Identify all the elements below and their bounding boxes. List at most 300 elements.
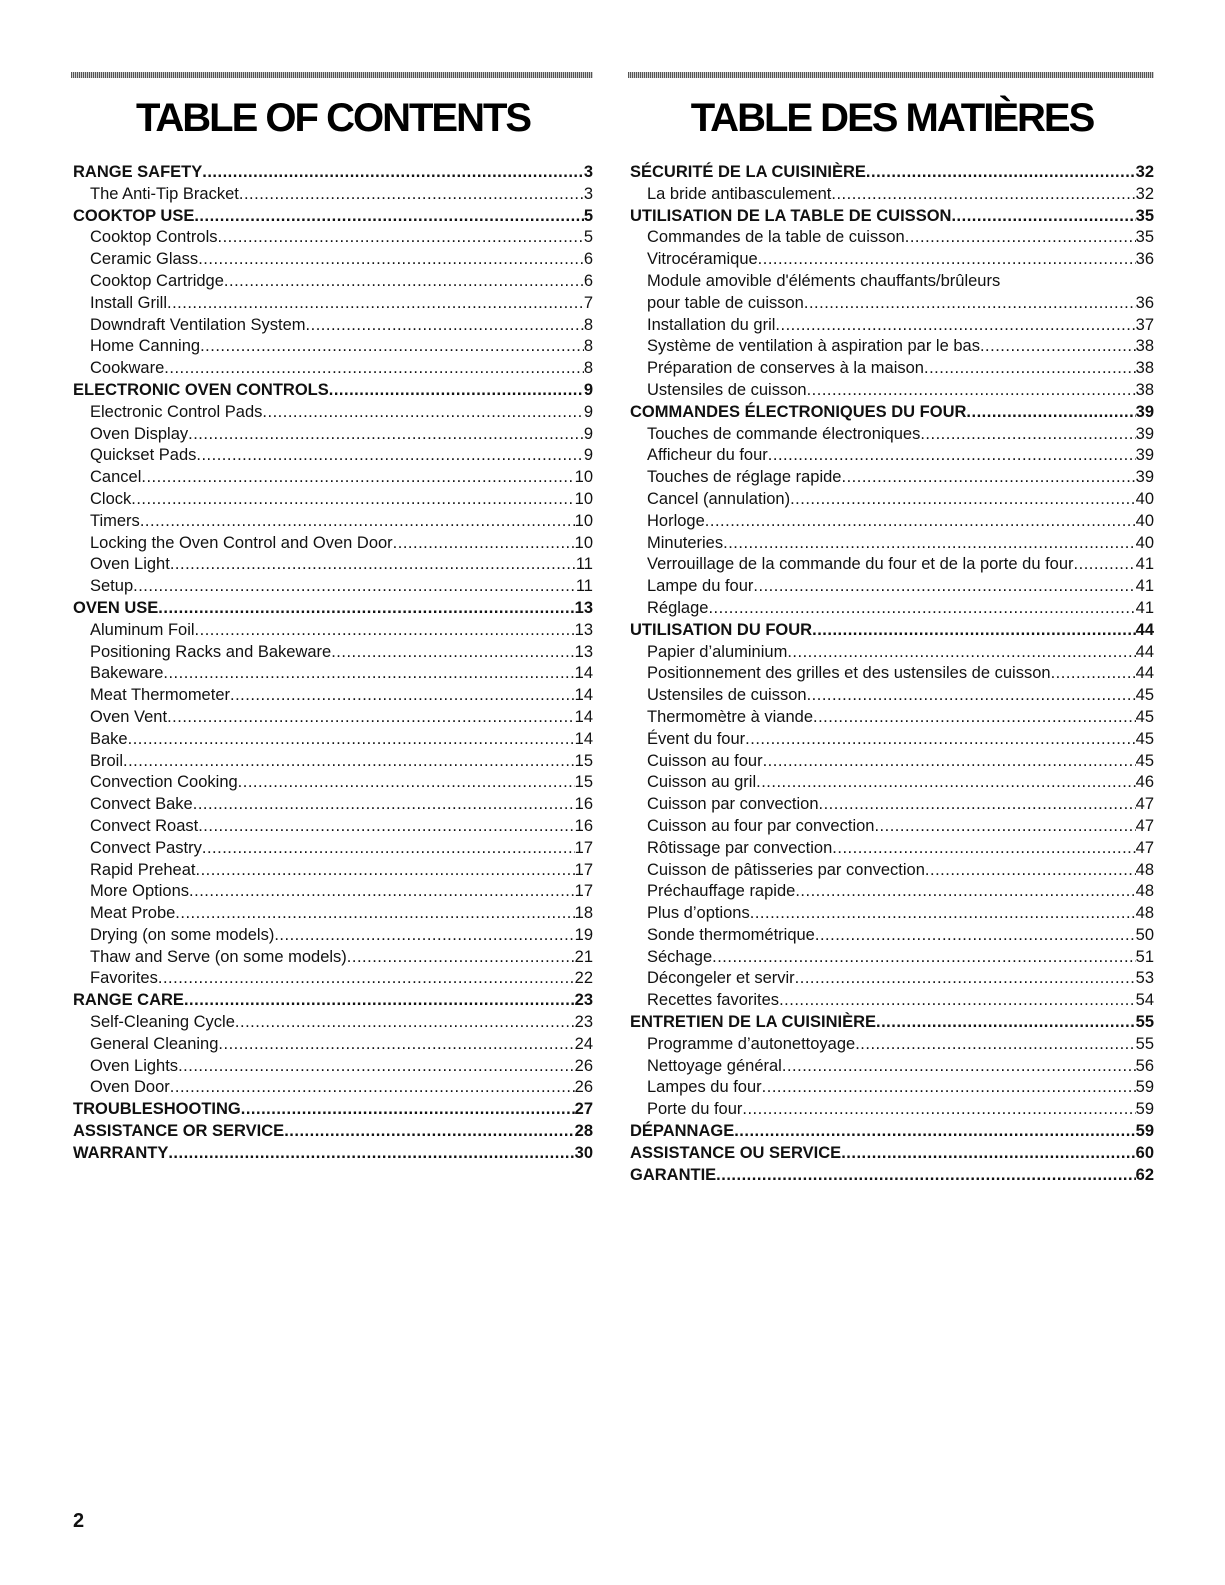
dot-leader bbox=[331, 642, 574, 664]
toc-page-number: 41 bbox=[1135, 555, 1154, 574]
dot-leader bbox=[274, 925, 574, 947]
toc-page-number: 11 bbox=[575, 577, 593, 596]
toc-entry-label: La bride antibasculement bbox=[647, 184, 832, 203]
toc-entry-label: Touches de commande électroniques bbox=[647, 424, 921, 443]
dot-leader bbox=[920, 424, 1135, 446]
dot-leader bbox=[841, 1143, 1135, 1165]
toc-entry bbox=[73, 358, 593, 380]
toc-entry bbox=[630, 990, 1154, 1012]
toc-entry bbox=[73, 663, 593, 685]
toc-entry-label: Décongeler et servir bbox=[647, 969, 795, 988]
dot-leader bbox=[158, 598, 574, 620]
toc-entry-label: Thaw and Serve (on some models) bbox=[90, 947, 347, 966]
toc-entry bbox=[630, 576, 1154, 598]
toc-section bbox=[73, 598, 593, 620]
toc-page-number: 30 bbox=[574, 1143, 593, 1162]
toc-entry bbox=[630, 642, 1154, 664]
toc-page-number: 38 bbox=[1135, 359, 1154, 378]
toc-entry bbox=[73, 227, 593, 249]
toc-entry bbox=[630, 947, 1154, 969]
dot-leader bbox=[189, 881, 575, 903]
toc-entry-label: Oven Lights bbox=[90, 1056, 179, 1075]
dot-leader bbox=[742, 1099, 1135, 1121]
toc-entry bbox=[73, 1056, 593, 1078]
dot-leader bbox=[170, 554, 576, 576]
toc-entry-label: Drying (on some models) bbox=[90, 925, 275, 944]
toc-page-number: 38 bbox=[1135, 380, 1154, 399]
dot-leader bbox=[925, 860, 1136, 882]
toc-entry-label: Préchauffage rapide bbox=[647, 882, 796, 901]
toc-entry bbox=[73, 729, 593, 751]
dot-leader bbox=[812, 620, 1136, 642]
toc-entry bbox=[73, 249, 593, 271]
toc-entry bbox=[630, 772, 1154, 794]
toc-page-number: 32 bbox=[1135, 184, 1154, 203]
dot-leader bbox=[762, 1077, 1136, 1099]
toc-page-number: 23 bbox=[574, 991, 593, 1010]
toc-page-number: 23 bbox=[574, 1013, 593, 1032]
dot-leader bbox=[224, 271, 584, 293]
toc-entry bbox=[630, 881, 1154, 903]
dot-leader bbox=[164, 358, 584, 380]
toc-entry-label: Cancel bbox=[90, 468, 142, 487]
toc-page-number: 32 bbox=[1135, 163, 1154, 181]
toc-page-number: 45 bbox=[1135, 707, 1154, 726]
toc-entry bbox=[73, 489, 593, 511]
toc-entry bbox=[630, 903, 1154, 925]
toc-page-number: 16 bbox=[574, 795, 593, 814]
toc-entry bbox=[630, 424, 1154, 446]
toc-entry bbox=[630, 533, 1154, 555]
dot-leader bbox=[393, 533, 575, 555]
dot-leader bbox=[705, 511, 1136, 533]
dot-leader bbox=[198, 249, 584, 271]
dot-leader bbox=[966, 402, 1135, 424]
toc-entry-label: DÉPANNAGE bbox=[630, 1122, 735, 1141]
dot-leader bbox=[196, 445, 583, 467]
toc-page-number: 14 bbox=[574, 729, 593, 748]
toc-section bbox=[630, 1143, 1154, 1165]
toc-entry-label: Verrouillage de la commande du four et de la porte du four bbox=[647, 555, 1074, 574]
dot-leader bbox=[262, 402, 583, 424]
toc-entry bbox=[630, 1056, 1154, 1078]
toc-entry-label: Minuteries bbox=[647, 533, 724, 552]
toc-entry-label: Nettoyage général bbox=[647, 1056, 782, 1075]
toc-entry bbox=[73, 772, 593, 794]
toc-entry-label: Rôtissage par convection bbox=[647, 838, 833, 857]
toc-page-number: 17 bbox=[574, 838, 593, 857]
toc-page-number: 59 bbox=[1135, 1100, 1154, 1119]
toc-entry-label: The Anti-Tip Bracket bbox=[90, 184, 239, 203]
dot-leader bbox=[819, 794, 1136, 816]
toc-page-number: 3 bbox=[583, 184, 593, 203]
toc-entry-label: SÉCURITÉ DE LA CUISINIÈRE bbox=[630, 163, 866, 181]
dot-leader bbox=[716, 1165, 1135, 1187]
toc-page-number: 17 bbox=[574, 882, 593, 901]
toc-page-number: 53 bbox=[1135, 969, 1154, 988]
dot-leader bbox=[723, 533, 1136, 555]
dot-leader bbox=[756, 772, 1136, 794]
toc-entry bbox=[73, 860, 593, 882]
dot-leader bbox=[708, 598, 1135, 620]
toc-list bbox=[73, 162, 593, 1165]
toc-section bbox=[73, 162, 593, 184]
toc-entry bbox=[73, 424, 593, 446]
toc-entry-label: GARANTIE bbox=[630, 1165, 717, 1184]
toc-entry-label: Thermomètre à viande bbox=[647, 707, 813, 726]
toc-entry-label: COMMANDES ÉLECTRONIQUES DU FOUR bbox=[630, 402, 967, 421]
toc-section bbox=[630, 206, 1154, 228]
dot-leader bbox=[855, 1034, 1135, 1056]
toc-entry-label: Rapid Preheat bbox=[90, 860, 196, 879]
toc-page-number: 9 bbox=[583, 446, 593, 465]
toc-section bbox=[630, 1121, 1154, 1143]
toc-entry-label: Cuisson au four par convection bbox=[647, 816, 875, 835]
toc-entry bbox=[630, 489, 1154, 511]
dot-leader bbox=[168, 1143, 574, 1165]
toc-entry bbox=[630, 860, 1154, 882]
toc-entry-label: Broil bbox=[90, 751, 124, 770]
toc-entry-label: Porte du four bbox=[647, 1100, 743, 1119]
toc-entry-label: Aluminum Foil bbox=[90, 620, 195, 639]
dot-leader bbox=[167, 293, 584, 315]
toc-entry-label: Setup bbox=[90, 577, 134, 596]
toc-entry bbox=[73, 445, 593, 467]
toc-page-number: 44 bbox=[1135, 642, 1154, 661]
toc-entry bbox=[73, 336, 593, 358]
toc-entry bbox=[630, 925, 1154, 947]
toc-page-number: 11 bbox=[575, 555, 593, 574]
dot-leader bbox=[141, 467, 574, 489]
toc-entry-label: UTILISATION DU FOUR bbox=[630, 620, 813, 639]
dot-leader bbox=[804, 293, 1136, 315]
dot-leader bbox=[184, 990, 575, 1012]
toc-page-number: 9 bbox=[583, 380, 593, 399]
toc-entry bbox=[73, 903, 593, 925]
dot-leader bbox=[734, 1121, 1135, 1143]
toc-entry-label: Convection Cooking bbox=[90, 773, 238, 792]
toc-entry-label: Cuisson par convection bbox=[647, 795, 819, 814]
toc-entry-label: Ustensiles de cuisson bbox=[647, 380, 807, 399]
dot-leader bbox=[202, 162, 584, 184]
dot-leader bbox=[1051, 663, 1136, 685]
toc-page-number: 13 bbox=[574, 620, 593, 639]
toc-entry-label: Locking the Oven Control and Oven Door bbox=[90, 533, 393, 552]
toc-page-number: 13 bbox=[574, 598, 593, 617]
toc-entry-label: Convect Pastry bbox=[90, 838, 202, 857]
toc-entry-label: Sonde thermométrique bbox=[647, 925, 815, 944]
toc-page-number: 8 bbox=[583, 337, 593, 356]
toc-entry-label: COOKTOP USE bbox=[73, 206, 195, 225]
toc-entry bbox=[630, 838, 1154, 860]
toc-entry-label: Ustensiles de cuisson bbox=[647, 686, 807, 705]
dot-leader bbox=[175, 903, 574, 925]
toc-page-number: 62 bbox=[1135, 1165, 1154, 1184]
toc-entry bbox=[630, 1077, 1154, 1099]
toc-entry bbox=[73, 925, 593, 947]
toc-page-number: 14 bbox=[574, 664, 593, 683]
toc-entry-label: Commandes de la table de cuisson bbox=[647, 228, 905, 247]
dot-leader bbox=[347, 947, 575, 969]
toc-entry-label: Préparation de conserves à la maison bbox=[647, 359, 924, 378]
toc-page-number: 3 bbox=[583, 163, 593, 181]
toc-entry bbox=[630, 663, 1154, 685]
toc-entry-label: Electronic Control Pads bbox=[90, 402, 263, 421]
toc-page-number: 44 bbox=[1135, 620, 1154, 639]
dot-leader bbox=[874, 816, 1135, 838]
toc-entry bbox=[73, 315, 593, 337]
toc-page-number: 8 bbox=[583, 315, 593, 334]
toc-page-number: 48 bbox=[1135, 860, 1154, 879]
toc-entry bbox=[73, 685, 593, 707]
dot-leader bbox=[775, 315, 1135, 337]
dot-leader bbox=[218, 1034, 574, 1056]
toc-entry-label: Afficheur du four bbox=[647, 446, 768, 465]
dot-leader bbox=[779, 990, 1136, 1012]
toc-entry bbox=[630, 968, 1154, 990]
toc-entry bbox=[630, 729, 1154, 751]
toc-page-number: 36 bbox=[1135, 293, 1154, 312]
toc-page-number: 7 bbox=[583, 293, 593, 312]
toc-entry-label: Module amovible d'éléments chauffants/brûleurs bbox=[647, 271, 1001, 290]
dot-leader bbox=[750, 903, 1136, 925]
dot-leader bbox=[980, 336, 1136, 358]
toc-entry-label: Plus d’options bbox=[647, 904, 750, 923]
toc-page-number: 14 bbox=[574, 686, 593, 705]
toc-section bbox=[73, 990, 593, 1012]
dot-leader bbox=[831, 184, 1135, 206]
page-number: 2 bbox=[73, 1510, 85, 1532]
toc-entry bbox=[73, 576, 593, 598]
toc-page-number: 40 bbox=[1135, 489, 1154, 508]
toc-page-number: 59 bbox=[1135, 1122, 1154, 1141]
toc-entry-label: ELECTRONIC OVEN CONTROLS bbox=[73, 380, 329, 399]
toc-entry-label: Lampe du four bbox=[647, 577, 754, 596]
dot-leader bbox=[782, 1056, 1136, 1078]
toc-page-number: 47 bbox=[1135, 816, 1154, 835]
toc-page-number: 37 bbox=[1135, 315, 1154, 334]
toc-page-number: 40 bbox=[1135, 511, 1154, 530]
toc-entry bbox=[73, 467, 593, 489]
toc-entry bbox=[73, 533, 593, 555]
dot-leader bbox=[128, 729, 575, 751]
toc-page-number: 16 bbox=[574, 816, 593, 835]
dot-leader bbox=[795, 881, 1135, 903]
toc-entry bbox=[73, 751, 593, 773]
dot-leader bbox=[866, 162, 1136, 184]
toc-section bbox=[73, 1143, 593, 1165]
toc-entry-label: Recettes favorites bbox=[647, 991, 780, 1010]
toc-page-number: 48 bbox=[1135, 904, 1154, 923]
dot-leader bbox=[131, 489, 574, 511]
toc-entry bbox=[630, 249, 1154, 271]
toc-section bbox=[630, 1012, 1154, 1034]
toc-page-number: 9 bbox=[583, 424, 593, 443]
toc-section bbox=[73, 206, 593, 228]
toc-entry-label: Cooktop Controls bbox=[90, 228, 218, 247]
toc-entry-label: Évent du four bbox=[647, 729, 746, 748]
toc-page-number: 56 bbox=[1135, 1056, 1154, 1075]
dot-leader bbox=[217, 227, 583, 249]
toc-page-number: 48 bbox=[1135, 882, 1154, 901]
toc-entry-label: Home Canning bbox=[90, 337, 201, 356]
toc-entry-label: Bake bbox=[90, 729, 128, 748]
toc-entry-label: Quickset Pads bbox=[90, 446, 197, 465]
toc-entry bbox=[630, 1099, 1154, 1121]
dot-leader bbox=[238, 772, 575, 794]
dot-leader bbox=[876, 1012, 1136, 1034]
toc-page-number: 59 bbox=[1135, 1078, 1154, 1097]
toc-entry-label: Bakeware bbox=[90, 664, 164, 683]
toc-entry-label: ASSISTANCE OU SERVICE bbox=[630, 1143, 842, 1162]
toc-entry-label: Oven Display bbox=[90, 424, 189, 443]
toc-entry-label: Clock bbox=[90, 489, 132, 508]
toc-entry bbox=[630, 227, 1154, 249]
dot-leader bbox=[790, 489, 1136, 511]
toc-page-number: 50 bbox=[1135, 925, 1154, 944]
toc-page-number: 10 bbox=[574, 511, 593, 530]
toc-entry-label: Install Grill bbox=[90, 293, 168, 312]
toc-title-fr: TABLE DES MATIÈRES bbox=[690, 96, 1094, 140]
toc-entry-label: TROUBLESHOOTING bbox=[73, 1100, 241, 1119]
toc-entry-label: Touches de réglage rapide bbox=[647, 468, 842, 487]
toc-page-number: 39 bbox=[1135, 424, 1154, 443]
toc-page-number: 6 bbox=[583, 271, 593, 290]
dot-leader bbox=[329, 380, 584, 402]
toc-entry-label: Vitrocéramique bbox=[647, 250, 758, 269]
dot-leader bbox=[193, 794, 575, 816]
toc-page-number: 10 bbox=[574, 468, 593, 487]
toc-entry bbox=[73, 620, 593, 642]
toc-page-number: 40 bbox=[1135, 533, 1154, 552]
toc-entry bbox=[630, 816, 1154, 838]
toc-entry bbox=[630, 751, 1154, 773]
dot-leader bbox=[158, 968, 575, 990]
dot-leader bbox=[745, 729, 1135, 751]
toc-entry-label: Cuisson de pâtisseries par convection bbox=[647, 860, 925, 879]
dot-leader bbox=[239, 184, 584, 206]
toc-entry-label: Self-Cleaning Cycle bbox=[90, 1013, 235, 1032]
toc-entry bbox=[73, 816, 593, 838]
toc-entry-label: Convect Roast bbox=[90, 816, 199, 835]
dot-leader bbox=[198, 816, 574, 838]
toc-entry-label: Séchage bbox=[647, 947, 713, 966]
dot-leader bbox=[763, 751, 1136, 773]
toc-page-number: 27 bbox=[574, 1100, 593, 1119]
dot-leader bbox=[167, 707, 575, 729]
toc-entry bbox=[630, 380, 1154, 402]
toc-page-number: 44 bbox=[1135, 664, 1154, 683]
dot-leader bbox=[284, 1121, 574, 1143]
header-rule bbox=[71, 72, 593, 78]
toc-section bbox=[630, 1165, 1154, 1187]
toc-page-number: 47 bbox=[1135, 795, 1154, 814]
toc-entry bbox=[630, 358, 1154, 380]
toc-page-number: 13 bbox=[574, 642, 593, 661]
toc-entry bbox=[73, 554, 593, 576]
toc-entry-label: Oven Door bbox=[90, 1078, 170, 1097]
toc-entry bbox=[73, 707, 593, 729]
dot-leader bbox=[194, 206, 583, 228]
toc-entry-label: RANGE CARE bbox=[73, 991, 184, 1010]
toc-entry-label: Ceramic Glass bbox=[90, 250, 199, 269]
toc-page-number: 41 bbox=[1135, 598, 1154, 617]
toc-entry-label: ENTRETIEN DE LA CUISINIÈRE bbox=[630, 1013, 876, 1032]
toc-page-number: 39 bbox=[1135, 446, 1154, 465]
dot-leader bbox=[1074, 554, 1136, 576]
toc-page-number: 36 bbox=[1135, 250, 1154, 269]
toc-page-number: 47 bbox=[1135, 838, 1154, 857]
toc-entry-label: Papier d’aluminium bbox=[647, 642, 788, 661]
toc-page-number: 10 bbox=[574, 533, 593, 552]
toc-entry bbox=[630, 511, 1154, 533]
header-rule bbox=[628, 72, 1154, 78]
dot-leader bbox=[924, 358, 1136, 380]
dot-leader bbox=[787, 642, 1135, 664]
toc-entry bbox=[73, 293, 593, 315]
dot-leader bbox=[815, 925, 1136, 947]
toc-entry bbox=[73, 881, 593, 903]
toc-list-fr bbox=[630, 162, 1154, 1186]
toc-entry bbox=[73, 794, 593, 816]
toc-page-number: 51 bbox=[1135, 947, 1154, 966]
toc-page-number: 55 bbox=[1135, 1034, 1154, 1053]
toc-page-number: 5 bbox=[583, 228, 593, 247]
toc-page-number: 17 bbox=[574, 860, 593, 879]
toc-entry-label: ASSISTANCE OR SERVICE bbox=[73, 1122, 285, 1141]
toc-entry bbox=[630, 336, 1154, 358]
toc-entry-label: Positioning Racks and Bakeware bbox=[90, 642, 332, 661]
dot-leader bbox=[188, 424, 584, 446]
dot-leader bbox=[712, 947, 1136, 969]
toc-section bbox=[630, 620, 1154, 642]
toc-entry-label-cont: pour table de cuisson bbox=[647, 293, 804, 312]
toc-section bbox=[73, 1099, 593, 1121]
dot-leader bbox=[202, 838, 575, 860]
toc-page-number: 35 bbox=[1135, 228, 1154, 247]
toc-page-number: 46 bbox=[1135, 773, 1154, 792]
toc-section bbox=[630, 162, 1154, 184]
toc-entry-label: Favorites bbox=[90, 969, 158, 988]
toc-entry bbox=[73, 271, 593, 293]
toc-entry-label: WARRANTY bbox=[73, 1143, 169, 1162]
toc-section bbox=[630, 402, 1154, 424]
toc-entry bbox=[73, 184, 593, 206]
toc-french-column bbox=[630, 72, 1154, 1186]
toc-entry bbox=[630, 707, 1154, 729]
toc-page-number: 18 bbox=[574, 904, 593, 923]
toc-entry bbox=[73, 402, 593, 424]
toc-page-number: 15 bbox=[574, 751, 593, 770]
dot-leader bbox=[123, 751, 575, 773]
toc-page-number: 45 bbox=[1135, 751, 1154, 770]
toc-page-number: 6 bbox=[583, 250, 593, 269]
toc-page-number: 41 bbox=[1135, 577, 1154, 596]
toc-entry-label: Programme d’autonettoyage bbox=[647, 1034, 856, 1053]
toc-section bbox=[73, 1121, 593, 1143]
dot-leader bbox=[306, 315, 584, 337]
toc-entry bbox=[73, 1077, 593, 1099]
dot-leader bbox=[200, 336, 584, 358]
dot-leader bbox=[768, 445, 1136, 467]
dot-leader bbox=[753, 576, 1135, 598]
dot-leader bbox=[133, 576, 576, 598]
toc-page-number: 19 bbox=[574, 925, 593, 944]
dot-leader bbox=[832, 838, 1135, 860]
toc-page-number: 21 bbox=[574, 947, 593, 966]
toc-page-number: 35 bbox=[1135, 206, 1154, 225]
toc-entry-label: Oven Light bbox=[90, 555, 170, 574]
